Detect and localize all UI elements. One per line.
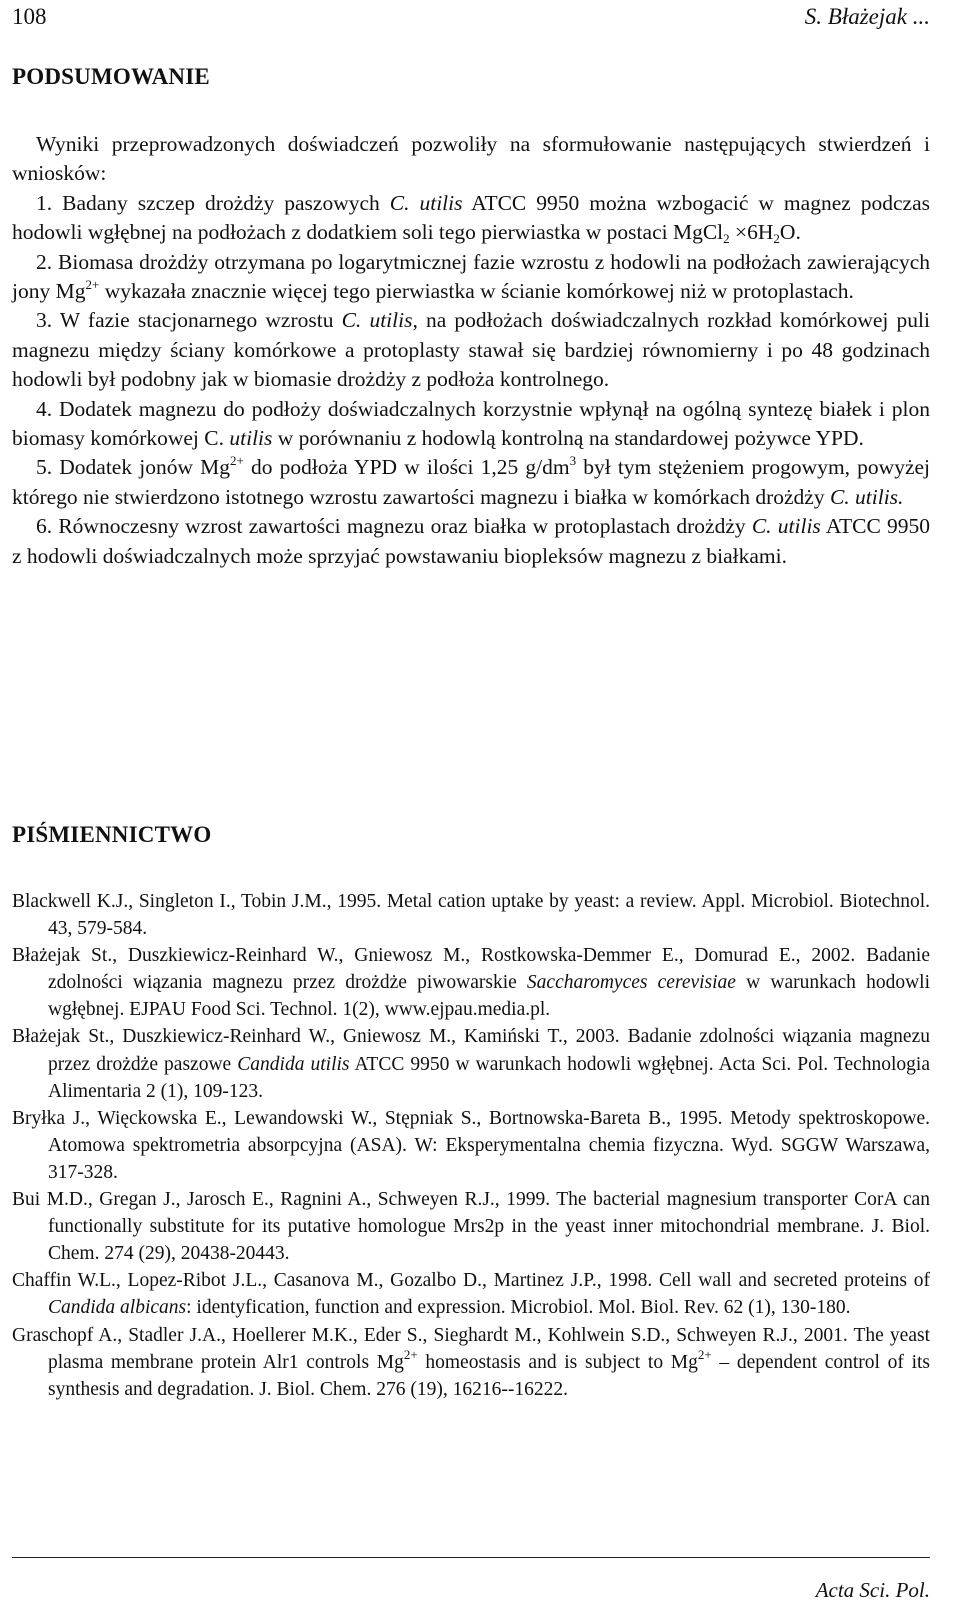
summary-heading: PODSUMOWANIE [12,64,210,89]
reference-item: Błażejak St., Duszkiewicz-Reinhard W., Gniewosz M., Kamiński T., 2003. Badanie zdolności wiązania magnezu przez drożdże paszowe Candida utilis ATCC 9950 w warunkach hodowli wgłębnej. Acta Sci. Pol. Technologia Alimentaria 2 (1), 109-123. [12,1026,930,1102]
running-author: S. Błażejak ... [804,4,930,29]
page-number: 108 [12,4,47,29]
reference-item: Chaffin W.L., Lopez-Ribot J.L., Casanova M., Gozalbo D., Martinez J.P., 1998. Cell wall and secreted proteins of Candida albicans: identyfication, function and expression. Microbiol. Mol. Biol. Rev. 62 (1), 130-180. [12,1270,930,1319]
reference-item: Bryłka J., Więckowska E., Lewandowski W., Stępniak S., Bortnowska-Bareta B., 1995. Metody spektroskopowe. Atomowa spektrometria absorpcyjna (ASA). W: Eksperymentalna chemia fizyczna. Wyd. SGGW Warszawa, 317-328. [12,1107,930,1183]
journal-footer: Acta Sci. Pol. [815,1578,930,1602]
reference-list [12,888,930,1403]
summary-intro: Wyniki przeprowadzonych doświadczeń pozwoliły na sformułowanie następujących stwierdzeń i wniosków: [12,132,930,186]
footer-divider [12,1557,930,1558]
reference-item: Graschopf A., Stadler J.A., Hoellerer M.K., Eder S., Sieghardt M., Kohlwein S.D., Schweyen R.J., 2001. The yeast plasma membrane protein Alr1 controls $Mg^{2+}$ homeostasis and is subject to $Mg^{2+}$ – dependent control of its synthesis and degradation. J. Biol. Chem. 276 (19), 16216--16222. [12,1324,930,1400]
reference-item: Bui M.D., Gregan J., Jarosch E., Ragnini A., Schweyen R.J., 1999. The bacterial magnesium transporter CorA can functionally substitute for its putative homologue Mrs2p in the yeast inner mitochondrial membrane. J. Biol. Chem. 274 (29), 20438-20443. [12,1189,930,1265]
conclusion-6: 6. Równoczesny wzrost zawartości magnezu oraz białka w protoplastach drożdży C. utilis ATCC 9950 z hodowli doświadczalnych może sprzyjać powstawaniu biopleksów magnezu z białkami. [12,514,930,568]
conclusion-1: 1. Badany szczep drożdży paszowych C. utilis ATCC 9950 można wzbogacić w magnez podczas hodowli wgłębnej na podłożach z dodatkiem soli tego pierwiastka w postaci MgCl$_2$ $\times 6H_2O$. [12,190,931,247]
summary-body [12,130,930,571]
reference-item: Błażejak St., Duszkiewicz-Reinhard W., Gniewosz M., Rostkowska-Demmer E., Domurad E., 2002. Badanie zdolności wiązania magnezu przez drożdże piwowarskie Saccharomyces cerevisiae w warunkach hodowli wgłębnej. EJPAU Food Sci. Technol. 1(2), www.ejpau.media.pl. [12,945,930,1021]
conclusion-3: 3. W fazie stacjonarnego wzrostu C. utilis, na podłożach doświadczalnych rozkład komórkowej puli magnezu między ściany komórkowe a protoplasty stawał się bardziej równomierny i po 48 godzinach hodowli był podobny jak w biomasie drożdży z podłoża kontrolnego. [12,308,930,392]
reference-item: Blackwell K.J., Singleton I., Tobin J.M., 1995. Metal cation uptake by yeast: a review. Appl. Microbiol. Biotechnol. 43, 579-584. [12,891,930,940]
page-header [12,4,930,30]
conclusion-4: 4. Dodatek magnezu do podłoży doświadczalnych korzystnie wpłynął na ogólną syntezę białek i plon biomasy komórkowej C. utilis w porównaniu z hodowlą kontrolną na standardowej pożywce YPD. [12,396,930,451]
conclusion-5: 5. Dodatek jonów $Mg^{2+}$ do podłoża YPD w ilości 1,25 $g/dm^3$ był tym stężeniem progowym, powyżej którego nie stwierdzono istotnego wzrostu zawartości magnezu i białka w komórkach drożdży C. utilis. [12,453,931,509]
conclusion-2: 2. Biomasa drożdży otrzymana po logarytmicznej fazie wzrostu z hodowli na podłożach zawierających jony $Mg^{2+}$ wykazała znacznie więcej tego pierwiastka w ścianie komórkowej niż w protoplastach. [12,249,930,304]
references-heading: PIŚMIENNICTWO [12,822,212,847]
